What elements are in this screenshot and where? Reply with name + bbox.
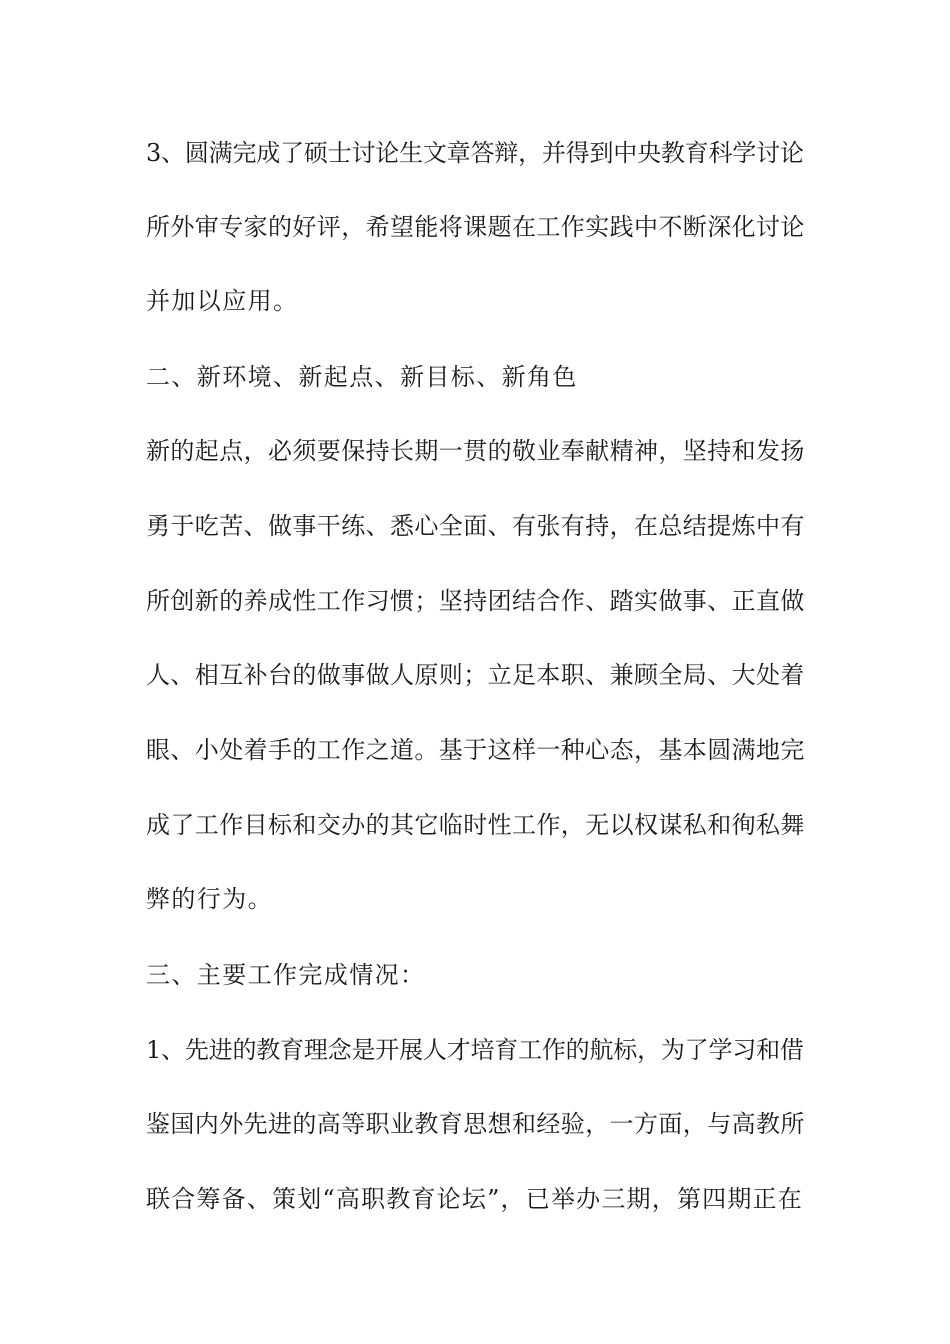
section-heading: 三、主要工作完成情况： (146, 961, 426, 989)
text-line: 联合筹备、策划“高职教育论坛”，已举办三期，第四期正在 (146, 1185, 803, 1213)
text-line: 并加以应用。 (146, 287, 299, 315)
text-line: 成了工作目标和交办的其它临时性工作，无以权谋私和徇私舞 (146, 811, 805, 839)
text-line: 眼、小处着手的工作之道。基于这样一种心态，基本圆满地完 (146, 736, 805, 764)
text-line: 所外审专家的好评，希望能将课题在工作实践中不断深化讨论 (146, 213, 805, 241)
text-line: 弊的行为。 (146, 885, 273, 913)
text-line: 1、先进的教育理念是开展人才培育工作的航标，为了学习和借 (146, 1036, 804, 1064)
text-line: 所创新的养成性工作习惯；坚持团结合作、踏实做事、正直做 (146, 587, 805, 615)
section-heading: 二、新环境、新起点、新目标、新角色 (146, 363, 578, 391)
text-line: 人、相互补台的做事做人原则；立足本职、兼顾全局、大处着 (146, 661, 805, 689)
text-line: 勇于吃苦、做事干练、悉心全面、有张有持，在总结提炼中有 (146, 512, 805, 540)
text-line: 鉴国内外先进的高等职业教育思想和经验，一方面，与高教所 (146, 1110, 805, 1138)
text-line: 3、圆满完成了硕士讨论生文章答辩，并得到中央教育科学讨论 (146, 139, 804, 167)
text-line: 新的起点，必须要保持长期一贯的敬业奉献精神，坚持和发扬 (146, 437, 805, 465)
